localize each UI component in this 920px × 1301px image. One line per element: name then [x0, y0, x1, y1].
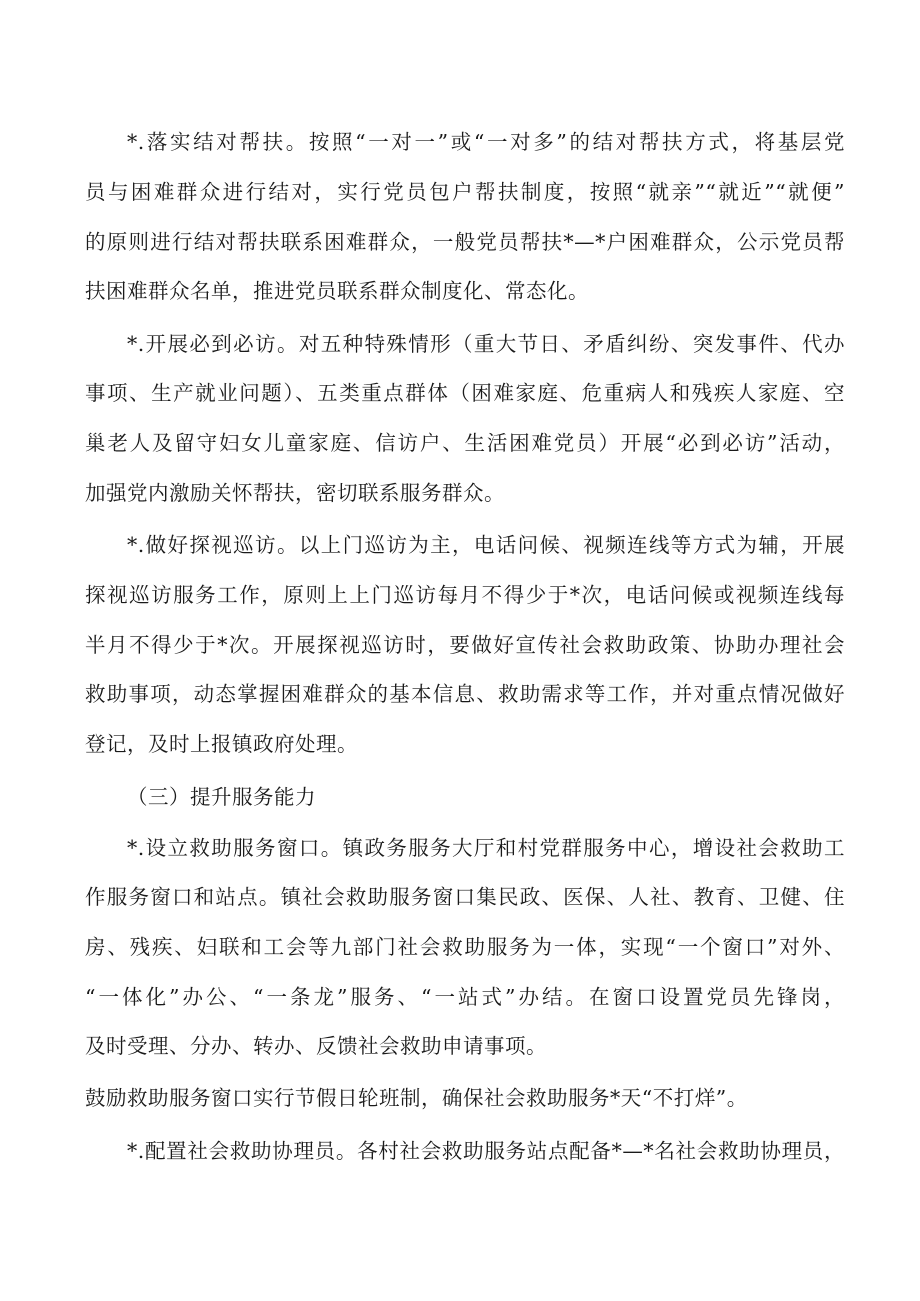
paragraph-7-line-1: *.配置社会救助协理员。各村社会救助服务站点配备*—*名社会救助协理员， — [127, 1139, 845, 1163]
paragraph-3-line-1: *.做好探视巡访。以上门巡访为主，电话问候、视频连线等方式为辅，开展 — [127, 533, 845, 557]
paragraph-3-line-4: 救助事项，动态掌握困难群众的基本信息、救助需求等工作，并对重点情况做好 — [85, 682, 845, 706]
paragraph-3-line-3: 半月不得少于*次。开展探视巡访时，要做好宣传社会救助政策、协助办理社会 — [85, 633, 845, 657]
paragraph-2-line-3: 巢老人及留守妇女儿童家庭、信访户、生活困难党员）开展“必到必访”活动， — [85, 431, 845, 455]
paragraph-1-line-3: 的原则进行结对帮扶联系困难群众，一般党员帮扶*—*户困难群众，公示党员帮 — [85, 230, 845, 254]
paragraph-5-line-1: *.设立救助服务窗口。镇政务服务大厅和村党群服务中心，增设社会救助工 — [127, 836, 845, 860]
paragraph-5-line-4: “一体化”办公、“一条龙”服务、“一站式”办结。在窗口设置党员先锋岗， — [85, 985, 845, 1009]
paragraph-5-line-3: 房、残疾、妇联和工会等九部门社会救助服务为一体，实现“一个窗口”对外、 — [85, 935, 845, 959]
paragraph-3-line-5: 登记，及时上报镇政府处理。 — [85, 732, 358, 756]
paragraph-5-line-5: 及时受理、分办、转办、反馈社会救助申请事项。 — [85, 1034, 547, 1058]
paragraph-2-line-4: 加强党内激励关怀帮扶，密切联系服务群众。 — [85, 481, 505, 505]
section-heading: （三）提升服务能力 — [127, 785, 316, 809]
paragraph-1-line-4: 扶困难群众名单，推进党员联系群众制度化、常态化。 — [85, 279, 589, 303]
paragraph-2-line-2: 事项、生产就业问题）、五类重点群体（困难家庭、危重病人和残疾人家庭、空 — [85, 381, 845, 405]
paragraph-1-line-2: 员与困难群众进行结对，实行党员包户帮扶制度，按照“就亲”“就近”“就便” — [85, 180, 845, 204]
paragraph-1-line-1: *.落实结对帮扶。按照“一对一”或“一对多”的结对帮扶方式，将基层党 — [127, 130, 845, 154]
paragraph-3-line-2: 探视巡访服务工作，原则上上门巡访每月不得少于*次，电话问候或视频连线每 — [85, 583, 845, 607]
paragraph-6-line-1: 鼓励救助服务窗口实行节假日轮班制，确保社会救助服务*天“不打烊”。 — [85, 1086, 748, 1110]
paragraph-5-line-2: 作服务窗口和站点。镇社会救助服务窗口集民政、医保、人社、教育、卫健、住 — [85, 885, 845, 909]
paragraph-2-line-1: *.开展必到必访。对五种特殊情形（重大节日、矛盾纠纷、突发事件、代办 — [127, 332, 845, 356]
